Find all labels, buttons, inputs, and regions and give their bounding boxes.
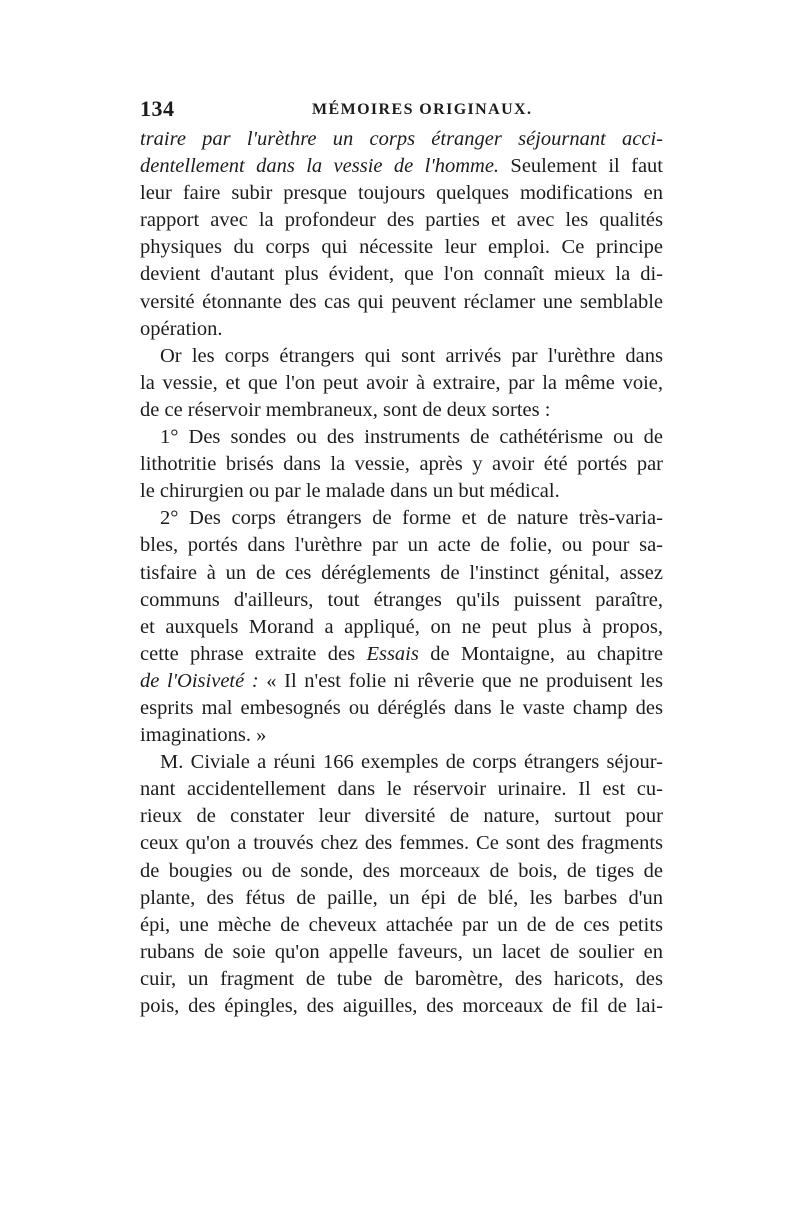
- body-text: [140, 126, 663, 1020]
- text-line: [140, 939, 663, 966]
- text-run: le chirurgien ou par le malade dans un but médical.: [140, 480, 560, 503]
- text-run: Seulement il faut: [499, 155, 663, 178]
- text-line: [140, 912, 663, 939]
- text-line: [140, 289, 663, 316]
- text-run: la vessie, et que l'on peut avoir à extraire, par la même voie,: [140, 371, 663, 394]
- text-run: bles, portés dans l'urèthre par un acte de folie, ou pour sa-: [140, 534, 663, 557]
- text-run: cette phrase extraite des: [140, 642, 367, 665]
- text-line: [140, 424, 663, 451]
- text-line: [140, 749, 663, 776]
- text-line: [140, 695, 663, 722]
- text-line: [140, 858, 663, 885]
- text-line: [140, 234, 663, 261]
- text-line: [140, 560, 663, 587]
- text-run: plante, des fétus de paille, un épi de blé, les barbes d'un: [140, 886, 663, 909]
- text-run: épi, une mèche de cheveux attachée par un de de ces petits: [140, 913, 663, 936]
- text-line: [140, 641, 663, 668]
- text-line: [140, 803, 663, 830]
- text-run: Or les corps étrangers qui sont arrivés par l'urèthre dans: [160, 344, 663, 367]
- text-run: rieux de constater leur diversité de nature, surtout pour: [140, 805, 663, 828]
- text-line: [140, 451, 663, 478]
- text-line: [140, 722, 663, 749]
- running-title: MÉMOIRES ORIGINAUX.: [312, 101, 533, 118]
- text-run: 1° Des sondes ou des instruments de cathétérisme ou de: [160, 426, 663, 449]
- text-run: rapport avec la profondeur des parties et avec les qualités: [140, 209, 663, 232]
- italic-text: dentellement dans la vessie de l'homme.: [140, 155, 500, 178]
- text-line: [140, 478, 663, 505]
- text-line: [140, 316, 663, 343]
- text-line: [140, 587, 663, 614]
- text-run: physiques du corps qui nécessite leur emploi. Ce principe: [140, 236, 663, 259]
- text-line: [140, 830, 663, 857]
- text-line: [140, 397, 663, 424]
- text-line: [140, 180, 663, 207]
- text-line: [140, 126, 663, 153]
- text-run: rubans de soie qu'on appelle faveurs, un lacet de soulier en: [140, 940, 663, 963]
- text-line: [140, 966, 663, 993]
- text-run: M. Civiale a réuni 166 exemples de corps étrangers séjour-: [160, 751, 663, 774]
- text-run: ceux qu'on a trouvés chez des femmes. Ce sont des fragments: [140, 832, 663, 855]
- text-line: [140, 993, 663, 1020]
- text-line: [140, 668, 663, 695]
- text-line: [140, 343, 663, 370]
- text-line: [140, 776, 663, 803]
- text-run: communs d'ailleurs, tout étranges qu'ils puissent paraître,: [140, 588, 663, 611]
- text-run: et auxquels Morand a appliqué, on ne peut plus à propos,: [140, 615, 663, 638]
- italic-text: Essais: [366, 642, 419, 665]
- text-run: leur faire subir presque toujours quelques modifications en: [140, 182, 663, 205]
- text-run: pois, des épingles, des aiguilles, des morceaux de fil de lai-: [140, 995, 663, 1017]
- text-line: [140, 885, 663, 912]
- text-line: [140, 207, 663, 234]
- text-run: de bougies ou de sonde, des morceaux de bois, de tiges de: [140, 859, 663, 882]
- italic-text: de l'Oisiveté :: [140, 669, 259, 692]
- text-run: de ce réservoir membraneux, sont de deux sortes :: [140, 398, 551, 421]
- running-head: [140, 96, 660, 126]
- text-line: [140, 532, 663, 559]
- italic-text: traire par l'urèthre un corps étranger séjournant acci-: [140, 128, 663, 150]
- text-run: lithotritie brisés dans la vessie, après y avoir été portés par: [140, 453, 663, 476]
- text-run: « Il n'est folie ni rêverie que ne produisent les: [258, 669, 663, 692]
- text-run: opération.: [140, 317, 223, 340]
- text-run: nant accidentellement dans le réservoir urinaire. Il est cu-: [140, 778, 663, 801]
- text-run: de Montaigne, au chapitre: [418, 642, 663, 665]
- text-run: esprits mal embesognés ou déréglés dans le vaste champ des: [140, 696, 663, 719]
- text-line: [140, 505, 663, 532]
- text-line: [140, 614, 663, 641]
- text-run: cuir, un fragment de tube de baromètre, des haricots, des: [140, 967, 663, 990]
- text-run: versité étonnante des cas qui peuvent réclamer une semblable: [140, 290, 663, 313]
- text-run: tisfaire à un de ces déréglements de l'instinct génital, assez: [140, 561, 663, 584]
- text-line: [140, 370, 663, 397]
- text-line: [140, 261, 663, 288]
- text-line: [140, 153, 663, 180]
- text-run: devient d'autant plus évident, que l'on connaît mieux la di-: [140, 263, 663, 286]
- text-run: imaginations. »: [140, 724, 267, 747]
- text-run: 2° Des corps étrangers de forme et de nature très-varia-: [160, 507, 663, 530]
- page-number: 134: [140, 96, 175, 121]
